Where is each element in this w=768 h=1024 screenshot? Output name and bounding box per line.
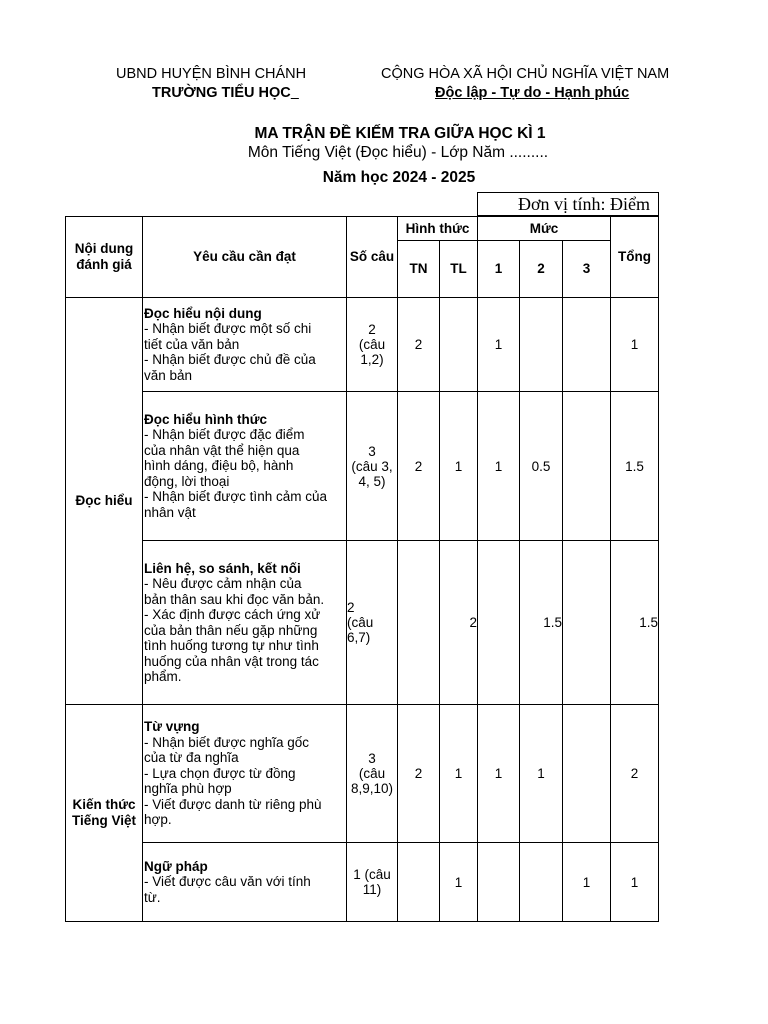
group-vietnamese-knowledge: Kiến thức Tiếng Việt <box>66 705 143 922</box>
cell-level-1: 1 <box>478 392 520 541</box>
cell-tl <box>440 298 478 392</box>
requirement-title: Đọc hiểu hình thức <box>144 411 268 427</box>
cell-level-1 <box>478 541 520 705</box>
cell-level-2 <box>520 843 563 922</box>
question-count-cell <box>347 541 398 705</box>
table-header-row-1 <box>66 217 659 241</box>
cell-tl: 1 <box>440 705 478 843</box>
cell-level-1 <box>478 843 520 922</box>
cell-level-3 <box>563 705 611 843</box>
requirement-cell <box>143 843 347 922</box>
requirement-line: của bản thân nếu gặp những <box>144 622 318 638</box>
requirement-line: huống của nhân vật trong tác <box>144 653 319 669</box>
cell-total: 1 <box>611 298 659 392</box>
requirement-line: hình dáng, điệu bộ, hành <box>144 458 294 474</box>
requirement-cell <box>143 298 347 392</box>
group-reading: Đọc hiểu <box>66 298 143 705</box>
cell-level-3 <box>563 298 611 392</box>
count-line: 1,2) <box>360 352 384 367</box>
district-name: UBND HUYỆN BÌNH CHÁNH <box>116 66 307 82</box>
requirement-cell <box>143 705 347 843</box>
count-line: 6,7) <box>347 630 371 645</box>
count-line: 8,9,10) <box>350 781 394 796</box>
question-count-cell <box>347 843 398 922</box>
header-tn: TN <box>398 241 440 298</box>
requirement-title: Liên hệ, so sánh, kết nối <box>144 560 301 576</box>
nation-name: CỘNG HÒA XÃ HỘI CHỦ NGHĨA VIỆT NAM <box>381 66 670 82</box>
requirement-line: - Nêu được cảm nhận của <box>144 576 302 591</box>
cell-level-3 <box>563 392 611 541</box>
cell-level-2: 1.5 <box>520 541 563 705</box>
requirement-line: - Nhận biết được một số chi <box>144 321 312 337</box>
cell-level-2: 1 <box>520 705 563 843</box>
cell-level-3 <box>563 541 611 705</box>
count-line: 4, 5) <box>358 473 386 489</box>
requirement-line: - Viết được câu văn với tính <box>144 874 311 890</box>
requirement-line: tiết của văn bản <box>144 336 240 352</box>
requirement-line: - Nhận biết được đặc điểm <box>144 427 305 443</box>
count-line: (câu <box>347 615 374 630</box>
count-line: 2 <box>368 322 376 337</box>
requirement-line: - Viết được danh từ riêng phù <box>144 796 322 812</box>
cell-tn: 2 <box>398 392 440 541</box>
header-level-2: 2 <box>520 241 563 298</box>
header-level-3: 3 <box>563 241 611 298</box>
requirement-line: động, lời thoại <box>144 473 230 489</box>
header-level: Mức <box>478 217 611 241</box>
cell-total: 1.5 <box>611 541 659 705</box>
cell-tl: 1 <box>440 392 478 541</box>
requirement-line: - Lựa chọn được từ đồng <box>144 765 296 781</box>
requirement-line: phẩm. <box>144 669 182 684</box>
requirement-cell <box>143 392 347 541</box>
count-line: 3 <box>368 751 376 766</box>
cell-tn <box>398 843 440 922</box>
count-line: 1 (câu <box>353 867 391 882</box>
requirement-line: - Nhận biết được nghĩa gốc <box>144 734 309 750</box>
question-count-cell <box>347 705 398 843</box>
header-content: Nội dung đánh giá <box>66 217 143 298</box>
requirement-title: Từ vựng <box>144 719 200 735</box>
cell-total: 1.5 <box>611 392 659 541</box>
count-line: 3 <box>368 443 376 459</box>
requirement-line: hợp. <box>144 812 172 828</box>
requirement-line: tình huống tương tự như tình <box>144 638 319 653</box>
count-line: 2 <box>347 600 355 615</box>
cell-total: 1 <box>611 843 659 922</box>
requirement-title: Đọc hiểu nội dung <box>144 305 262 321</box>
cell-tl: 2 <box>440 541 478 705</box>
header-level-1: 1 <box>478 241 520 298</box>
cell-level-2 <box>520 298 563 392</box>
cell-tn: 2 <box>398 298 440 392</box>
school-name <box>152 85 299 101</box>
subject-line: Môn Tiếng Việt (Đọc hiểu) - Lớp Năm ......... <box>247 144 549 161</box>
unit-label: Đơn vị tính: Điểm <box>477 192 659 216</box>
cell-level-2: 0.5 <box>520 392 563 541</box>
table-row <box>66 843 659 922</box>
requirement-line: văn bản <box>144 367 193 383</box>
national-motto: Độc lập - Tự do - Hạnh phúc <box>435 85 630 101</box>
count-line: (câu 3, <box>351 458 393 474</box>
cell-total: 2 <box>611 705 659 843</box>
cell-level-1: 1 <box>478 298 520 392</box>
question-count-cell <box>347 392 398 541</box>
requirement-line: từ. <box>144 889 161 905</box>
header-question-count: Số câu <box>347 217 398 298</box>
cell-level-1: 1 <box>478 705 520 843</box>
count-line: (câu <box>358 766 386 781</box>
requirement-line: - Xác định được cách ứng xử <box>144 607 321 622</box>
requirement-line: của nhân vật thể hiện qua <box>144 442 300 458</box>
count-line: (câu <box>358 337 386 352</box>
header-form: Hình thức <box>398 217 478 241</box>
requirement-title: Ngữ pháp <box>144 858 208 874</box>
question-count-cell <box>347 298 398 392</box>
requirement-line: - Nhận biết được tình cảm của <box>144 489 327 505</box>
table-row <box>66 705 659 843</box>
table-row <box>66 298 659 392</box>
document-title: MA TRẬN ĐỀ KIẾM TRA GIỮA HỌC KÌ 1 <box>254 125 546 142</box>
requirement-line: bản thân sau khi đọc văn bản. <box>144 591 325 607</box>
header-total: Tổng <box>611 217 659 298</box>
school-year: Năm học 2024 - 2025 <box>322 169 476 186</box>
cell-level-3: 1 <box>563 843 611 922</box>
assessment-matrix-table <box>65 216 659 922</box>
table-row <box>66 392 659 541</box>
requirement-line: nhân vật <box>144 504 196 520</box>
header-requirement: Yêu cầu cần đạt <box>143 217 347 298</box>
requirement-cell <box>143 541 347 705</box>
table-row <box>66 541 659 705</box>
cell-tn: 2 <box>398 705 440 843</box>
school-name-text: TRƯỜNG TIỂU HỌC <box>152 85 291 101</box>
requirement-line: của từ đa nghĩa <box>144 750 239 766</box>
header-tl: TL <box>440 241 478 298</box>
requirement-line: nghĩa phù hợp <box>144 781 232 797</box>
cell-tl: 1 <box>440 843 478 922</box>
requirement-line: - Nhận biết được chủ đề của <box>144 352 316 368</box>
count-line: 11) <box>362 882 382 897</box>
cell-tn <box>398 541 440 705</box>
